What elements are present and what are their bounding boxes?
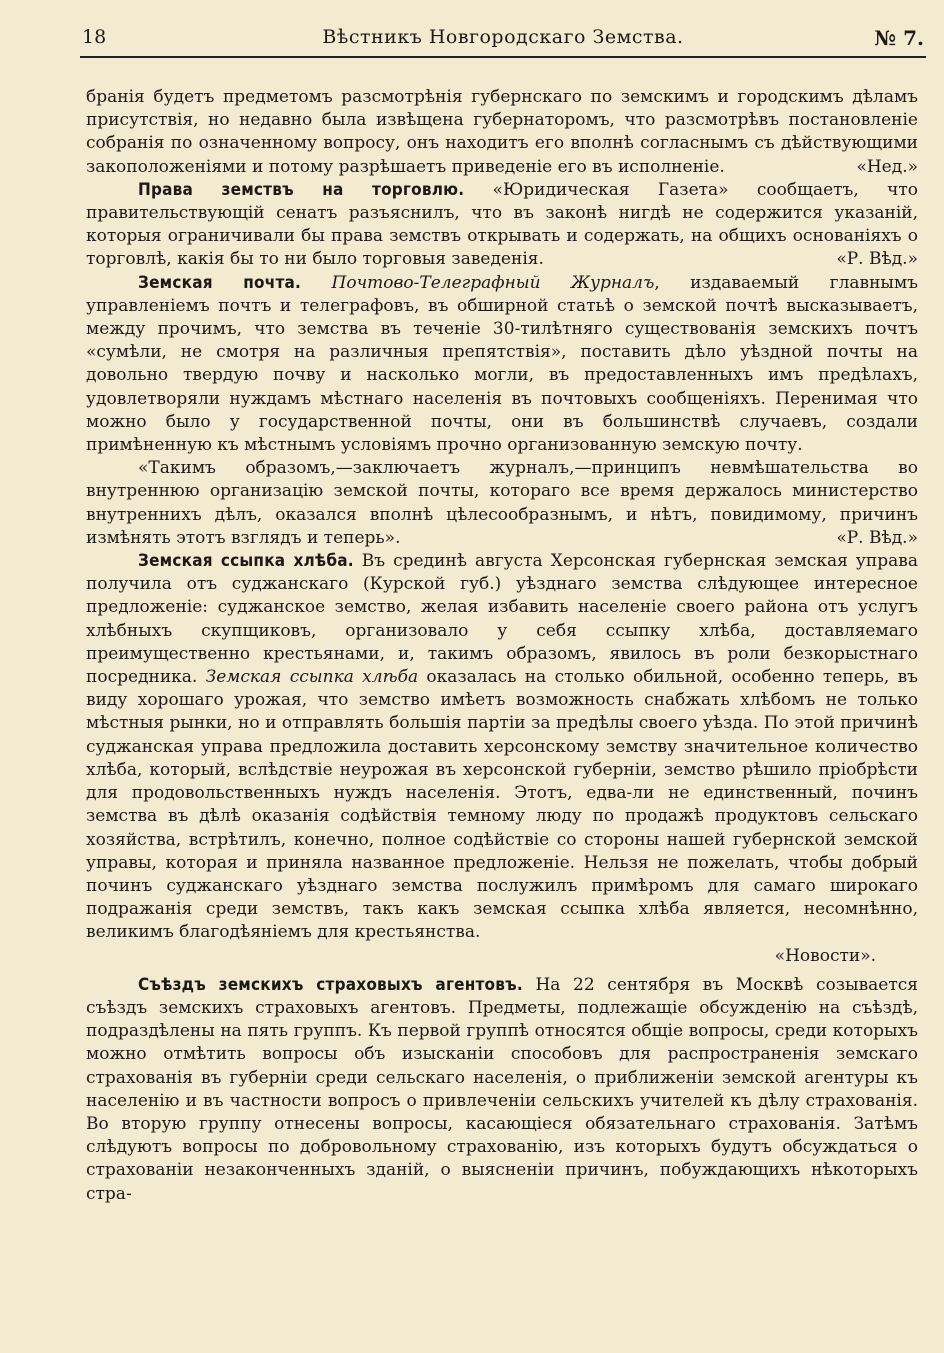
header-rule — [80, 56, 926, 58]
journal-title: Почтово-Телеграфный Журналъ — [331, 272, 655, 293]
source-citation: «Нед.» — [856, 156, 918, 177]
source-citation: «Новости». — [774, 945, 876, 966]
paragraph-continued — [86, 86, 918, 179]
item-zemstvo-trade-rights — [86, 179, 918, 272]
issue-number: № 7. — [874, 26, 924, 50]
item-text: , издаваемый главнымъ управленіемъ почтъ и телеграфовъ, въ обширной статьѣ о земской почтѣ высказываетъ, между прочимъ, что земства въ теченіе 30-тилѣтняго существованія земскихъ почтъ «сумѣли, не смотря на различныя препятствія», поставить дѣло уѣздной почты на довольно твердую почву и насколько могли, въ предоставленныхъ имъ предѣлахъ, удовлетворяли нуждамъ мѣстнаго населенія въ почтовыхъ сообщеніяхъ. Перенимая что можно было у государственной почты, они въ большинствѣ случаевъ, создали примѣненную къ мѣстнымъ условіямъ прочно организованную земскую почту. — [86, 272, 918, 456]
item-text: «Юридическая Газета» сообщаетъ, что правительствующій сенатъ разъяснилъ, что въ законѣ нигдѣ не содержится указаній, которыя ограничивали бы права земствъ открывать и содержать, на общихъ основаніяхъ о торговлѣ, какія бы то ни было торговыя заведенія. — [86, 179, 918, 270]
item-text: Въ срединѣ августа Херсонская губернская земская управа получила отъ суджанскаго (Курской губ.) уѣзднаго земства слѣдующее интересное предложеніе: суджанское земство, желая избавить населеніе своего района отъ услугъ хлѣбныхъ скупщиковъ, организовало у себя ссыпку хлѣба, доставляемаго преимущественно крестьянами, и, такимъ образомъ, явилось въ роли безкорыстнаго посредника. — [86, 551, 918, 688]
item-text: оказалась на столько обильной, особенно теперь, въ виду хорошаго урожая, что земство имѣетъ возможность снабжать хлѣбомъ не только мѣстныя рынки, но и отправлять большія партіи за предѣлы своего уѣзда. По этой причинѣ суджанская управа предложила доставить херсонскому земству значительное количество хлѣба, который, вслѣдствіе неурожая въ херсонской губерніи, земство рѣшило пріобрѣсти для продовольственныхъ нуждъ населенія. Этотъ, едва-ли не единственный, починъ земства въ дѣлѣ оказанія содѣйствія темному люду по продажѣ продуктовъ сельскаго хозяйства, встрѣтилъ, конечно, полное содѣйствіе со стороны нашей губернской земской управы, которая и приняла названное предложеніе. Нельзя не пожелать, чтобы добрый починъ суджанскаго уѣзднаго земства послужилъ примѣромъ для самаго широкаго подражанія среди земствъ, такъ какъ земская ссыпка хлѣба является, несомнѣнно, великимъ благодѣяніемъ для крестьянства. — [86, 667, 918, 943]
item-zemstvo-grain — [86, 550, 918, 968]
source-citation: «Р. Вѣд.» — [836, 527, 918, 548]
item-zemstvo-post — [86, 272, 918, 458]
paragraph-text: бранія будетъ предметомъ разсмотрѣнія губернскаго по земскимъ и городскимъ дѣламъ присутствія, но недавно была извѣщена губернаторомъ, что разсмотрѣвъ постановленіе собранія по означенному вопросу, онъ находитъ его вполнѣ согласнымъ съ дѣйствующими закоположеніями и потому разрѣшаетъ приведеніе его въ исполненіе. — [86, 87, 918, 177]
item-text: На 22 сентября въ Москвѣ созывается съѣздъ земскихъ страховыхъ агентовъ. Предметы, подлежащіе обсужденію на съѣздѣ, подраздѣлены на пять группъ. Къ первой группѣ относятся общіе вопросы, среди которыхъ можно отмѣтить вопросы объ изысканіи способовъ для распространенія земскаго страхованія въ губерніи среди сельскаго населенія, о приближеніи земской агентуры къ населенію и въ частности вопросъ о привлеченіи сельскихъ учителей къ дѣлу страхованія. Во вторую группу отнесены вопросы, касающіеся обязательнаго страхованія. Затѣмъ слѣдуютъ вопросы по добровольному страхованію, изъ которыхъ будутъ обсуждаться о страхованіи незаконченныхъ зданій, о выясненіи причинъ, побуждающихъ нѣкоторыхъ стра- — [86, 974, 919, 1204]
source-citation: «Р. Вѣд.» — [836, 249, 918, 270]
page-number: 18 — [82, 26, 107, 48]
item-zemstvo-post-quote — [86, 457, 918, 550]
page-header — [82, 26, 924, 56]
item-heading: Земская почта. — [138, 272, 302, 293]
item-heading: Земская ссыпка хлѣба. — [138, 551, 354, 572]
article-body — [86, 86, 918, 1206]
item-text: «Такимъ образомъ,—заключаетъ журналъ,—принципъ невмѣшательства во внутреннюю организацію земской почты, котораго все время держалось министерство внутреннихъ дѣлъ, оказался вполнѣ цѣлесообразнымъ, и нѣтъ, повидимому, причинъ измѣнять этотъ взглядъ и теперь». — [86, 458, 918, 548]
running-title: Вѣстникъ Новгородскаго Земства. — [322, 26, 684, 48]
item-italic-phrase: Земская ссыпка хлѣба — [205, 667, 419, 688]
item-insurance-agents-congress — [86, 974, 918, 1206]
item-heading: Права земствъ на торговлю. — [138, 179, 465, 200]
item-heading: Съѣздъ земскихъ страховыхъ агентовъ. — [138, 974, 523, 995]
